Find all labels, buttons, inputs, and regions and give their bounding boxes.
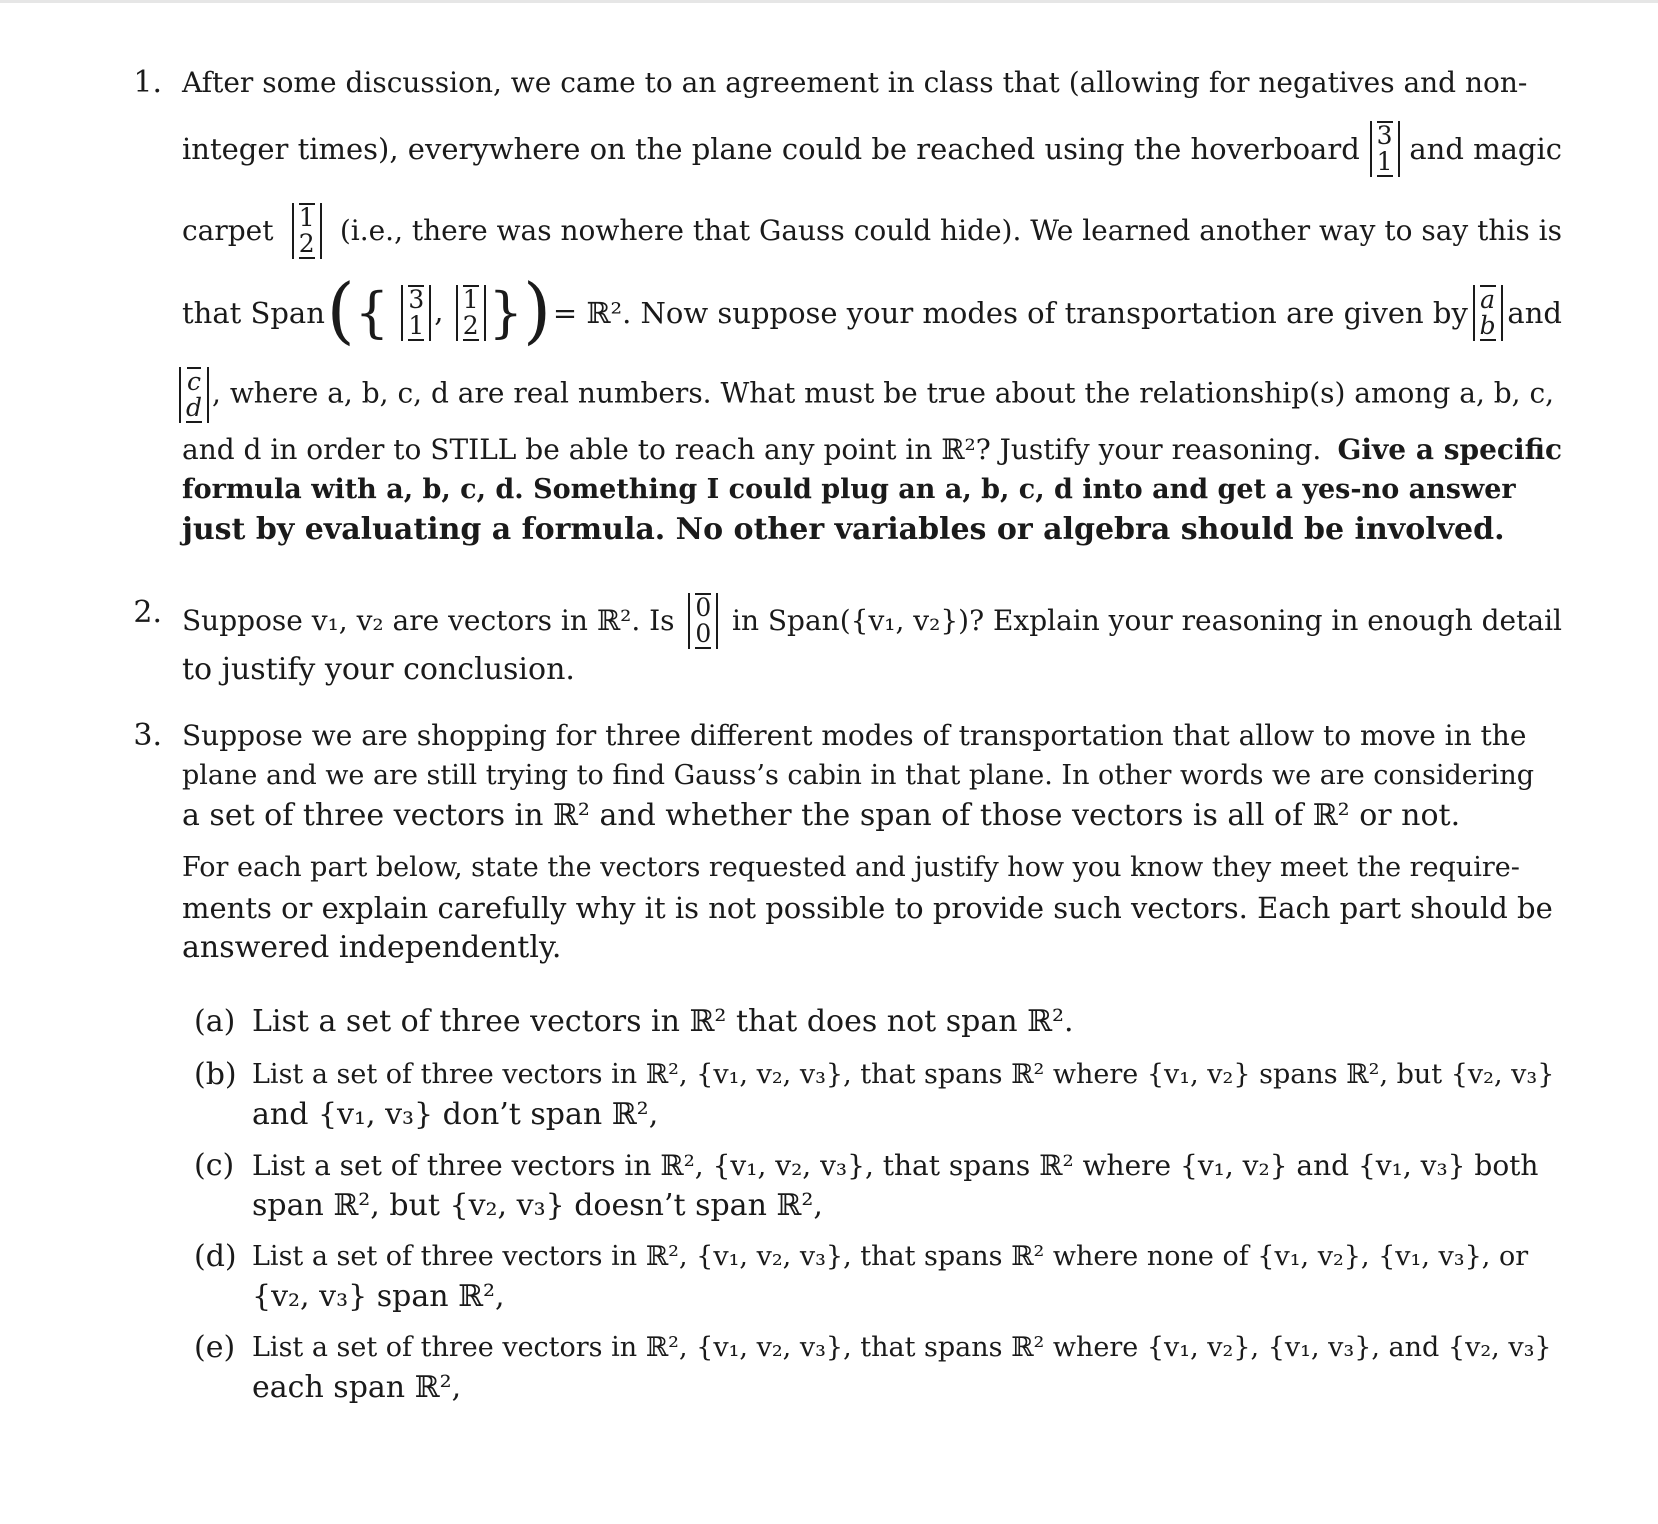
hoverboard-vector bbox=[1370, 121, 1400, 177]
p1-line-6 bbox=[182, 430, 1562, 470]
zero-entry-2: 0 bbox=[695, 619, 712, 648]
vector-ab-entry-1: a bbox=[1480, 285, 1496, 314]
p3-para-2: ments or explain carefully why it is not possible to provide such vectors. Each part should be bbox=[182, 891, 1553, 925]
problem-1-number: 1. bbox=[133, 65, 162, 100]
p1-text-9: , where a, b, c, d are real numbers. What must be true about the relationship(s) among a, b, c, bbox=[212, 376, 1555, 410]
vector-cd bbox=[179, 367, 209, 423]
p2-line-1 bbox=[182, 593, 1562, 649]
p2-text-2: in Span({v₁, v₂})? Explain your reasoning in enough detail bbox=[731, 604, 1562, 637]
p1-line-3 bbox=[182, 203, 1562, 259]
p1-line-7: formula with a, b, c, d. Something I could plug an a, b, c, d into and get a yes-no answer bbox=[182, 474, 1516, 505]
p1-text-3: and magic bbox=[1409, 132, 1562, 166]
p3-line-1: Suppose we are shopping for three different modes of transportation that allow to move in the bbox=[182, 719, 1527, 752]
span-expression: ({ 3 1 , 1 2 }) bbox=[326, 268, 552, 352]
part-e-line-1: List a set of three vectors in ℝ², {v₁, v₂, v₃}, that spans ℝ² where {v₁, v₂}, {v₁, v₃}, and {v₂, v₃} bbox=[252, 1332, 1552, 1363]
hoverboard-entry-2: 1 bbox=[1376, 147, 1393, 176]
p1-text-5: (i.e., there was nowhere that Gauss could hide). We learned another way to say this is bbox=[339, 214, 1562, 247]
p1-line-5 bbox=[176, 367, 1556, 423]
span-vector-2-entry-2: 2 bbox=[462, 311, 479, 340]
p1-text-11: Give a specific bbox=[1337, 433, 1562, 466]
p1-text-2: integer times), everywhere on the plane could be reached using the hoverboard bbox=[182, 132, 1360, 166]
span-vector-1-entry-1: 3 bbox=[408, 285, 425, 314]
part-d-line-1: List a set of three vectors in ℝ², {v₁, v₂, v₃}, that spans ℝ² where none of {v₁, v₂}, {v₁, v₃}, or bbox=[252, 1241, 1529, 1272]
part-e-line-2: each span ℝ², bbox=[252, 1370, 462, 1405]
part-b-label: (b) bbox=[194, 1057, 237, 1092]
p1-line-2 bbox=[182, 121, 1562, 177]
part-b-line-1: List a set of three vectors in ℝ², {v₁, v₂, v₃}, that spans ℝ² where {v₁, v₂} spans ℝ², but {v₂, v₃} bbox=[252, 1059, 1555, 1090]
carpet-entry-2: 2 bbox=[298, 229, 315, 258]
problem-2-number: 2. bbox=[133, 595, 162, 630]
p2-line-2: to justify your conclusion. bbox=[182, 652, 575, 687]
p1-text-6: that Span bbox=[182, 296, 325, 330]
part-a-label: (a) bbox=[194, 1004, 236, 1039]
part-c-line-1: List a set of three vectors in ℝ², {v₁, v₂, v₃}, that spans ℝ² where {v₁, v₂} and {v₁, v₃} both bbox=[252, 1149, 1539, 1182]
p1-line-8: just by evaluating a formula. No other variables or algebra should be involved. bbox=[182, 512, 1505, 547]
p3-line-2: plane and we are still trying to find Gauss’s cabin in that plane. In other words we are considering bbox=[182, 760, 1534, 791]
vector-cd-entry-2: d bbox=[186, 393, 203, 422]
p3-line-3: a set of three vectors in ℝ² and whether the span of those vectors is all of ℝ² or not. bbox=[182, 798, 1461, 833]
part-d-line-2: {v₂, v₃} span ℝ², bbox=[252, 1279, 505, 1314]
p3-para-3: answered independently. bbox=[182, 930, 562, 965]
part-c-line-2: span ℝ², but {v₂, v₃} doesn’t span ℝ², bbox=[252, 1188, 823, 1223]
p1-text-7: = ℝ². Now suppose your modes of transportation are given by bbox=[552, 296, 1468, 330]
span-vector-2-entry-1: 1 bbox=[462, 285, 479, 314]
span-vector-2 bbox=[456, 285, 486, 341]
part-c-label: (c) bbox=[194, 1148, 235, 1183]
p3-para-1: For each part below, state the vectors requested and justify how you know they meet the require- bbox=[182, 852, 1520, 883]
part-d-label: (d) bbox=[194, 1239, 237, 1274]
problem-3-number: 3. bbox=[133, 718, 162, 753]
zero-entry-1: 0 bbox=[695, 593, 712, 622]
vector-ab-entry-2: b bbox=[1479, 311, 1496, 340]
vector-ab bbox=[1473, 285, 1503, 341]
part-e-label: (e) bbox=[194, 1330, 236, 1365]
p1-line-1 bbox=[182, 63, 1562, 103]
span-vector-1 bbox=[401, 285, 431, 341]
p1-line-4 bbox=[182, 268, 1562, 352]
carpet-entry-1: 1 bbox=[298, 203, 315, 232]
part-a-line-1: List a set of three vectors in ℝ² that does not span ℝ². bbox=[252, 1004, 1074, 1039]
hoverboard-entry-1: 3 bbox=[1376, 121, 1393, 150]
p2-text-1: Suppose v₁, v₂ are vectors in ℝ². Is bbox=[182, 604, 675, 637]
part-b-line-2: and {v₁, v₃} don’t span ℝ², bbox=[252, 1097, 659, 1132]
p1-text-1: After some discussion, we came to an agreement in class that (allowing for negatives and non- bbox=[182, 66, 1528, 99]
p1-text-4: carpet bbox=[182, 214, 274, 247]
carpet-vector bbox=[292, 203, 322, 259]
p1-text-8: and bbox=[1507, 296, 1562, 330]
p1-text-10: and d in order to STILL be able to reach any point in ℝ²? Justify your reasoning. bbox=[182, 433, 1322, 466]
span-vector-1-entry-2: 1 bbox=[408, 311, 425, 340]
vector-cd-entry-1: c bbox=[187, 367, 202, 396]
zero-vector bbox=[688, 593, 718, 649]
